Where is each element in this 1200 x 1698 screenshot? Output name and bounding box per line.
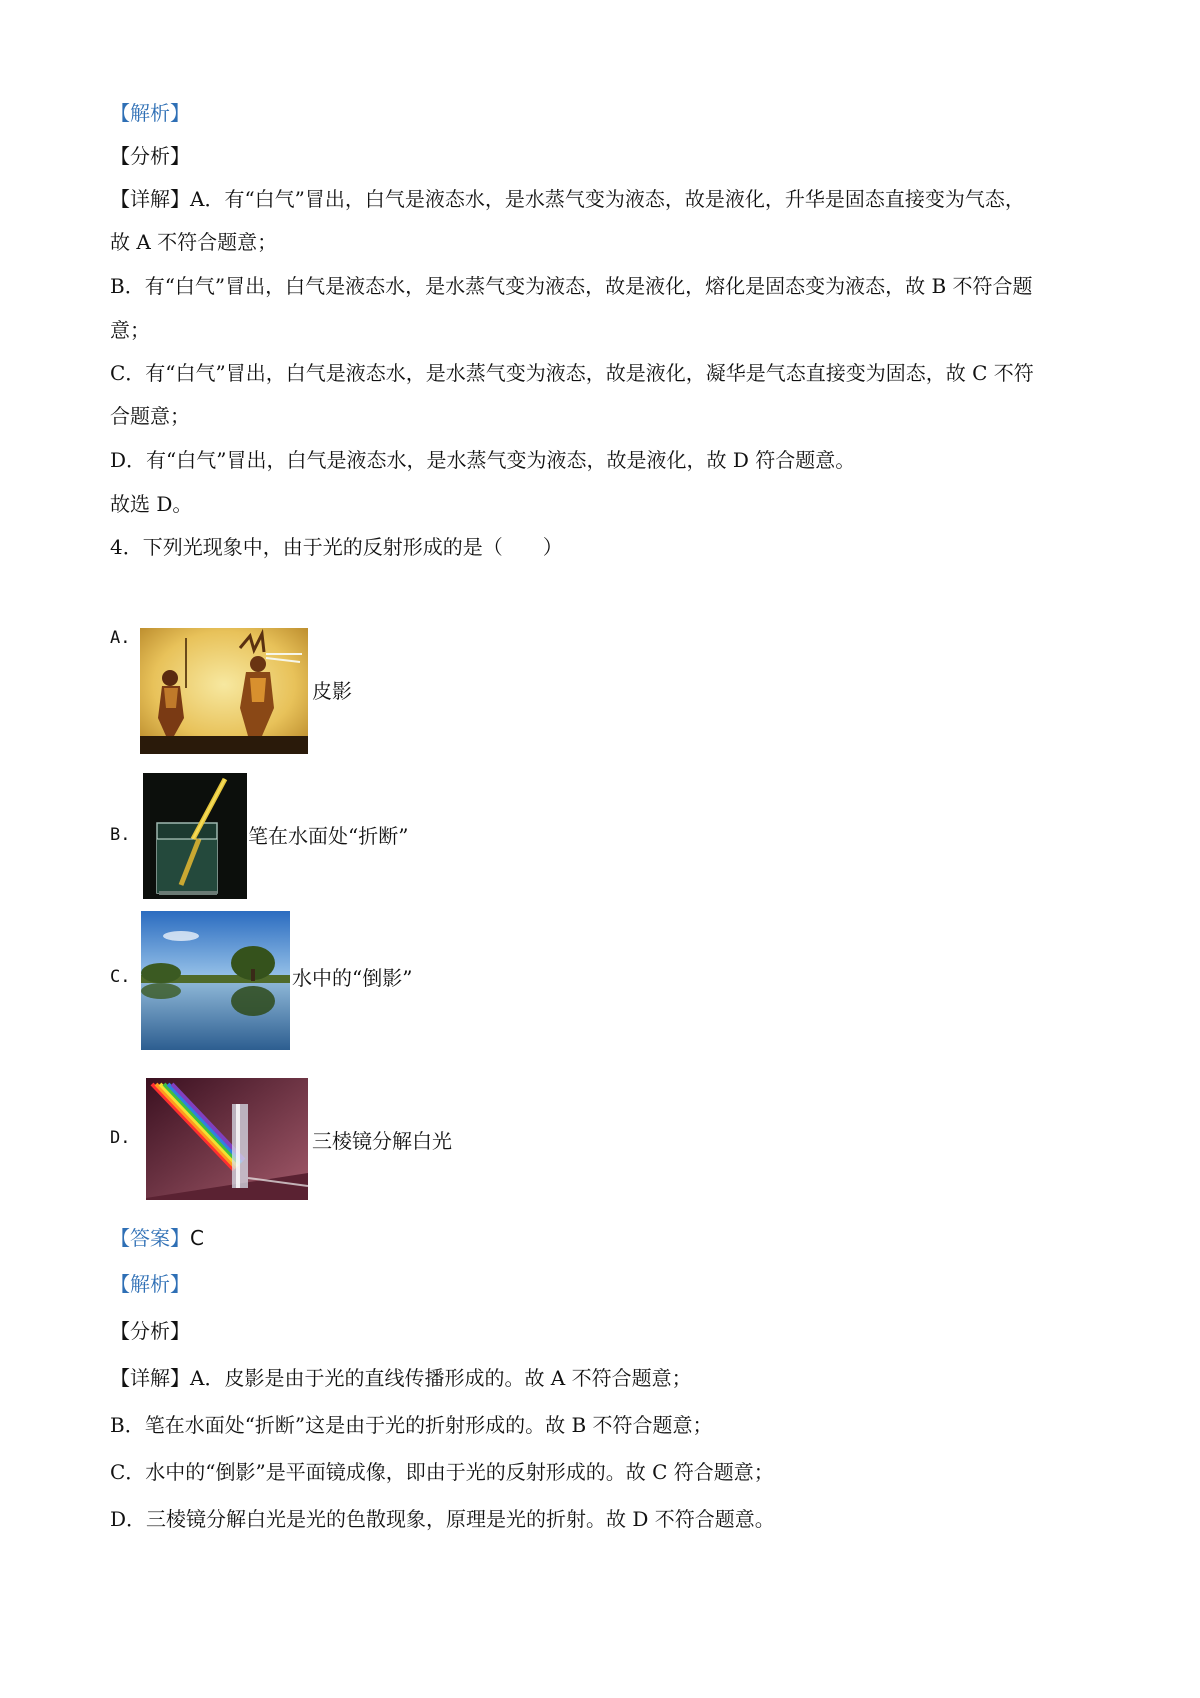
option-d-text: 三棱镜分解白光: [312, 1129, 452, 1153]
detail-line-a: 【详解】A．有“白气”冒出，白气是液态水，是水蒸气变为液态，故是液化，升华是固态直接变为气态，: [110, 187, 1025, 211]
tree-reflection-photo-icon: [141, 911, 290, 1050]
option-d-letter: D.: [110, 1128, 131, 1148]
pencil-in-water-photo-icon: [143, 773, 247, 899]
detail-line-a-cont: 故 A 不符合题意；: [110, 230, 278, 254]
breakdown-tag-2: 【分析】: [110, 1319, 190, 1343]
answer-tag: 【答案】: [110, 1226, 190, 1250]
breakdown-tag: 【分析】: [110, 144, 190, 168]
option-a-letter: A.: [110, 628, 131, 648]
answer-line: [110, 1224, 204, 1252]
option-c-text: 水中的“倒影”: [292, 966, 413, 990]
shadow-puppet-photo-icon: [140, 628, 308, 754]
option-b-letter: B.: [110, 825, 131, 845]
detail-2-line-c: C．水中的“倒影”是平面镜成像，即由于光的反射形成的。故 C 符合题意；: [110, 1460, 774, 1484]
prism-dispersion-photo-icon: [146, 1078, 308, 1200]
analysis-tag: 【解析】: [110, 101, 190, 125]
question-stem: 4．下列光现象中，由于光的反射形成的是（ ）: [110, 535, 563, 559]
detail-line-d: D．有“白气”冒出，白气是液态水，是水蒸气变为液态，故是液化，故 D 符合题意。: [110, 448, 856, 472]
detail-line-c-cont: 合题意；: [110, 404, 190, 428]
detail-line-b: B．有“白气”冒出，白气是液态水，是水蒸气变为液态，故是液化，熔化是固态变为液态，故 B 不符合题: [110, 274, 1033, 298]
detail-line-b-cont: 意；: [110, 318, 150, 342]
option-c-letter: C.: [110, 967, 131, 987]
detail-2-line-b: B．笔在水面处“折断”这是由于光的折射形成的。故 B 不符合题意；: [110, 1413, 713, 1437]
option-a-text: 皮影: [312, 679, 352, 703]
analysis-tag-2: 【解析】: [110, 1272, 190, 1296]
detail-2-line-d: D．三棱镜分解白光是光的色散现象，原理是光的折射。故 D 不符合题意。: [110, 1507, 775, 1531]
detail-line-c: C．有“白气”冒出，白气是液态水，是水蒸气变为液态，故是液化，凝华是气态直接变为固态，故 C 不符: [110, 361, 1034, 385]
detail-2-line-a: 【详解】A．皮影是由于光的直线传播形成的。故 A 不符合题意；: [110, 1366, 692, 1390]
answer-value: C: [190, 1226, 204, 1250]
choose-line: 故选 D。: [110, 492, 193, 516]
option-b-text: 笔在水面处“折断”: [248, 824, 409, 848]
